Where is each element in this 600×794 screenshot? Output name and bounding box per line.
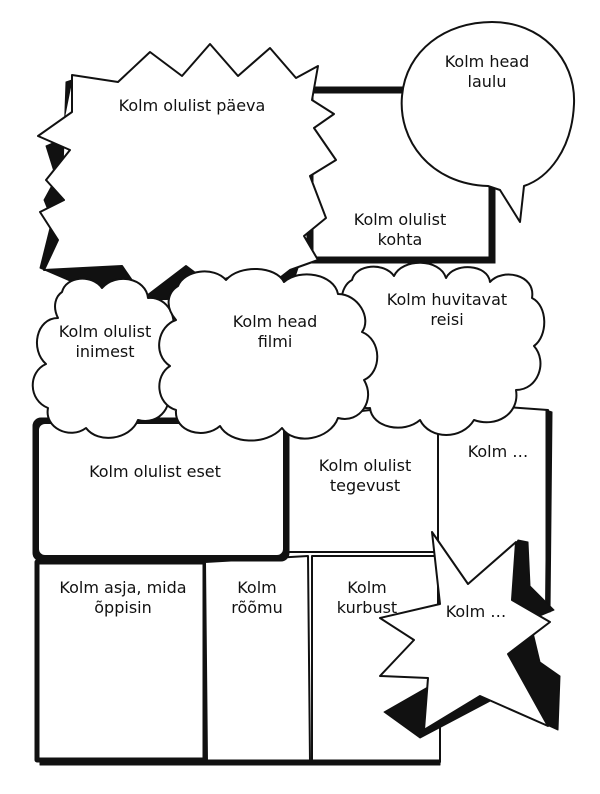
other-right-shadow <box>546 410 552 612</box>
learned-label-line1: Kolm asja, mida <box>59 578 187 597</box>
learned-label-line2: õppisin <box>94 598 152 617</box>
songs-label-line2: laulu <box>467 72 507 91</box>
other-right-label: Kolm … <box>467 442 529 461</box>
sorrows-label-line1: Kolm <box>347 578 387 597</box>
bottom-shadow-edge <box>40 760 440 765</box>
movies-cloud-frame <box>159 269 377 441</box>
movies-label-line2: filmi <box>257 332 293 351</box>
joys-label-line2: rõõmu <box>231 598 283 617</box>
places-label-line2: kohta <box>377 230 423 249</box>
activities-label-line1: Kolm olulist <box>318 456 412 475</box>
star-other-label: Kolm … <box>445 602 507 621</box>
people-label-line2: inimest <box>75 342 135 361</box>
items-box-frame <box>38 423 284 556</box>
songs-label-line1: Kolm head <box>444 52 530 71</box>
sorrows-label-line2: kurbust <box>336 598 398 617</box>
people-label-line1: Kolm olulist <box>58 322 152 341</box>
joys-label-line1: Kolm <box>237 578 277 597</box>
days-burst-frame <box>38 44 336 298</box>
trips-label-line2: reisi <box>430 310 464 329</box>
activities-label-line2: tegevust <box>329 476 401 495</box>
places-label-line1: Kolm olulist <box>353 210 447 229</box>
items-label: Kolm olulist eset <box>89 462 221 481</box>
movies-label-line1: Kolm head <box>232 312 318 331</box>
important-days-label: Kolm olulist päeva <box>118 96 266 115</box>
trips-label-line1: Kolm huvitavat <box>386 290 508 309</box>
